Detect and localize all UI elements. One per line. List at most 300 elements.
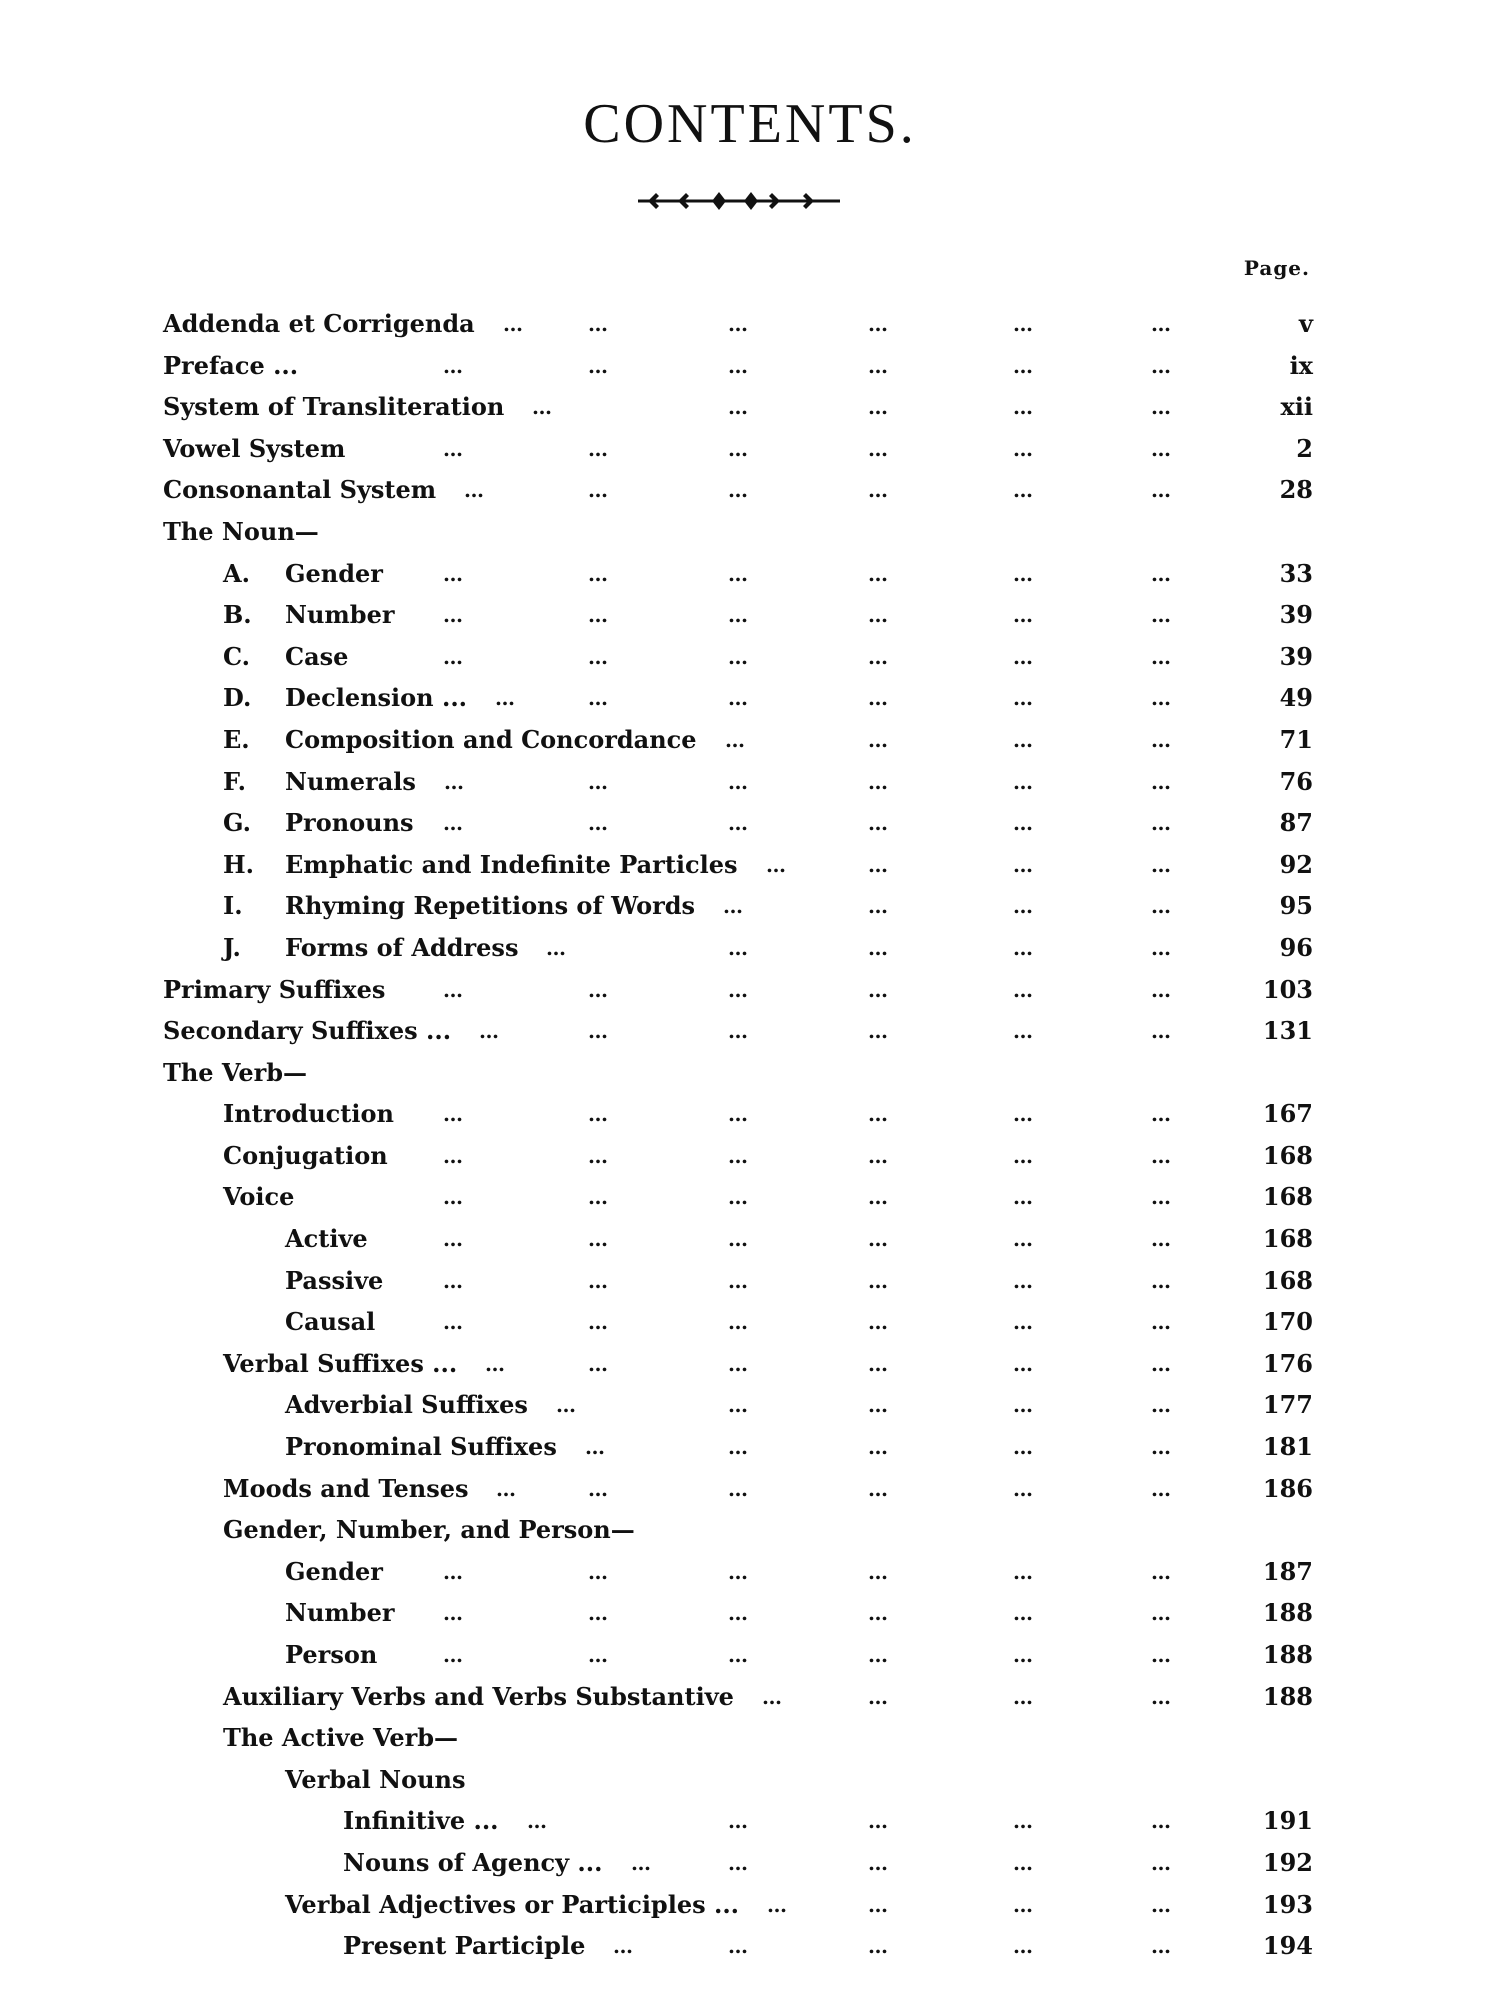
leader-dots: … — [1013, 1476, 1034, 1501]
toc-entry-text: Addenda et Corrigenda — [163, 309, 475, 338]
leader-dots: … — [868, 977, 889, 1002]
leader-dots: … — [728, 1143, 749, 1168]
leader-dots: … — [588, 1601, 609, 1626]
toc-entry-label — [285, 1387, 528, 1423]
toc-row[interactable] — [163, 1179, 1313, 1221]
leader-dots: … — [588, 436, 609, 461]
toc-row[interactable] — [163, 1429, 1313, 1471]
leader-dots: … — [1151, 561, 1172, 586]
toc-page-number: 188 — [1262, 1598, 1313, 1628]
leader-dots: … — [1151, 1476, 1172, 1501]
toc-entry-text: Present Participle — [343, 1931, 586, 1961]
toc-row[interactable] — [163, 639, 1313, 681]
toc-row[interactable] — [163, 1221, 1313, 1263]
toc-row[interactable] — [163, 1762, 1313, 1804]
toc-entry-label — [223, 639, 348, 675]
leader-dots: … — [1151, 395, 1172, 420]
leader-dots: … — [868, 1934, 889, 1959]
leader-dots: … — [1151, 1850, 1172, 1875]
leader-dots: … — [1151, 644, 1172, 669]
toc-entry-label — [223, 1096, 394, 1132]
leader-dots: … — [585, 1435, 606, 1460]
toc-row[interactable] — [163, 431, 1313, 473]
toc-page-number: xii — [1280, 392, 1313, 422]
leader-dots: … — [868, 603, 889, 628]
toc-entry-text: Conjugation — [223, 1140, 388, 1170]
leader-dots: … — [1013, 1102, 1034, 1127]
toc-row[interactable] — [163, 1554, 1313, 1596]
toc-entry-label — [163, 472, 436, 508]
leader-dots: … — [1013, 644, 1034, 669]
leader-dots: … — [767, 1892, 788, 1917]
toc-entry-label — [285, 1595, 394, 1631]
leader-dots: … — [728, 1227, 749, 1252]
leader-dots: … — [728, 1019, 749, 1044]
leader-dots: … — [1013, 1809, 1034, 1834]
leader-dots: … — [1013, 1393, 1034, 1418]
toc-page-number: 188 — [1262, 1681, 1313, 1711]
leader-dots: … — [1013, 312, 1034, 336]
toc-entry-text: Numerals — [285, 766, 416, 796]
leader-dots: … — [728, 436, 749, 461]
leader-dots: … — [728, 1934, 749, 1959]
toc-page-number: 103 — [1262, 974, 1313, 1004]
toc-entry-label — [343, 1928, 585, 1964]
leader-dots: … — [1151, 1351, 1172, 1376]
leader-dots: … — [868, 1892, 889, 1917]
leader-dots: … — [503, 312, 524, 336]
leader-dots: … — [868, 1850, 889, 1875]
toc-entry-text: The Active Verb— — [223, 1723, 459, 1753]
toc-page-number: 49 — [1279, 683, 1313, 713]
toc-entry-text: Vowel System — [163, 433, 346, 463]
toc-entry-text: Verbal Adjectives or Participles ... — [285, 1889, 740, 1919]
leader-dots: … — [1013, 1268, 1034, 1293]
leader-dots: … — [728, 1643, 749, 1667]
toc-entry-text: Nouns of Agency ... — [343, 1847, 603, 1877]
leader-dots: … — [588, 1185, 609, 1210]
toc-row[interactable] — [163, 764, 1313, 806]
toc-row[interactable] — [163, 805, 1313, 847]
toc-entry-label — [223, 930, 518, 966]
toc-row[interactable] — [163, 1803, 1313, 1845]
toc-entry-text: Verbal Nouns — [285, 1764, 466, 1794]
leader-dots: … — [443, 436, 464, 461]
leader-dots: … — [1151, 1143, 1172, 1168]
toc-page-number: 39 — [1279, 600, 1313, 630]
toc-page-number: ix — [1289, 350, 1313, 380]
toc-entry-letter: I. — [223, 891, 243, 921]
leader-dots: … — [728, 395, 749, 420]
leader-dots: … — [868, 1268, 889, 1293]
toc-row[interactable] — [163, 472, 1313, 514]
toc-row[interactable] — [163, 1512, 1313, 1554]
toc-entry-label — [223, 1346, 457, 1382]
leader-dots: … — [1151, 1643, 1172, 1667]
leader-dots: … — [443, 811, 464, 836]
leader-dots: … — [485, 1351, 506, 1376]
leader-dots: … — [728, 811, 749, 836]
toc-row[interactable] — [163, 1013, 1313, 1055]
leader-dots: … — [1151, 478, 1172, 503]
toc-entry-label — [223, 1512, 635, 1548]
leader-dots: … — [588, 561, 609, 586]
leader-dots: … — [588, 603, 609, 628]
leader-dots: … — [443, 1143, 464, 1168]
leader-dots: … — [443, 353, 464, 378]
leader-dots: … — [868, 1351, 889, 1376]
toc-entry-letter: G. — [223, 808, 251, 838]
toc-page-number: 2 — [1296, 433, 1313, 463]
leader-dots: … — [532, 395, 553, 420]
toc-entry-letter: A. — [223, 558, 250, 588]
toc-entry-text: Auxiliary Verbs and Verbs Substantive — [223, 1681, 734, 1711]
leader-dots: … — [588, 478, 609, 503]
leader-dots: … — [728, 769, 749, 794]
leader-dots: … — [1151, 1601, 1172, 1626]
leader-dots: … — [728, 1559, 749, 1584]
leader-dots: … — [443, 1227, 464, 1252]
leader-dots: … — [868, 811, 889, 836]
leader-dots: … — [588, 1019, 609, 1044]
leader-dots: … — [1013, 1601, 1034, 1626]
leader-dots: … — [495, 686, 516, 711]
leader-dots: … — [1151, 769, 1172, 794]
leader-dots: … — [868, 1643, 889, 1667]
toc-entry-label — [223, 1179, 294, 1215]
toc-page-number: 92 — [1279, 849, 1313, 879]
leader-dots: … — [1151, 686, 1172, 711]
leader-dots: … — [588, 644, 609, 669]
toc-row[interactable] — [163, 972, 1313, 1014]
toc-page-number: 181 — [1262, 1432, 1313, 1462]
leader-dots: … — [868, 727, 889, 752]
leader-dots: … — [728, 1435, 749, 1460]
leader-dots: … — [1151, 603, 1172, 628]
leader-dots: … — [1013, 1684, 1034, 1709]
toc-entry-label — [163, 431, 345, 467]
toc-row[interactable] — [163, 1263, 1313, 1305]
leader-dots: … — [728, 603, 749, 628]
toc-entry-label — [223, 888, 695, 924]
toc-page-number: 188 — [1262, 1640, 1313, 1669]
leader-dots: … — [1013, 1559, 1034, 1584]
toc-row[interactable] — [163, 1055, 1313, 1097]
leader-dots: … — [728, 1185, 749, 1210]
toc-entry-text: Consonantal System — [163, 475, 437, 505]
toc-entry-text: Gender — [285, 1556, 383, 1586]
leader-dots: … — [443, 561, 464, 586]
toc-entry-text: Adverbial Suffixes — [285, 1390, 528, 1420]
toc-entry-label — [223, 1138, 388, 1174]
toc-entry-label — [223, 847, 738, 883]
toc-entry-label — [223, 1471, 468, 1507]
leader-dots: … — [723, 894, 744, 919]
toc-page-number: 170 — [1262, 1307, 1313, 1337]
leader-dots: … — [868, 894, 889, 919]
toc-entry-label — [223, 680, 467, 716]
leader-dots: … — [868, 1102, 889, 1127]
toc-entry-label — [223, 722, 697, 758]
leader-dots: … — [728, 1809, 749, 1834]
leader-dots: … — [868, 353, 889, 378]
toc-entry-label — [285, 1304, 375, 1340]
leader-dots: … — [464, 478, 485, 503]
toc-row[interactable] — [163, 1387, 1313, 1429]
leader-dots: … — [443, 1268, 464, 1293]
leader-dots: … — [868, 686, 889, 711]
toc-entry-label — [163, 306, 475, 342]
leader-dots: … — [728, 686, 749, 711]
toc-page-number: 186 — [1262, 1473, 1313, 1503]
leader-dots: … — [868, 312, 889, 336]
toc-entry-label — [343, 1803, 499, 1839]
leader-dots: … — [1013, 1643, 1034, 1667]
page-title: CONTENTS. — [583, 93, 917, 155]
toc-row[interactable] — [163, 1096, 1313, 1138]
toc-page-number: 168 — [1262, 1265, 1313, 1295]
leader-dots: … — [868, 1476, 889, 1501]
toc-entry-text: Active — [285, 1224, 368, 1254]
toc-page-number: 33 — [1279, 558, 1313, 588]
toc-entry-text: The Verb— — [163, 1057, 308, 1087]
leader-dots: … — [1013, 727, 1034, 752]
toc-page-number: 168 — [1262, 1224, 1313, 1254]
toc-entry-label — [163, 348, 298, 384]
leader-dots: … — [1013, 1310, 1034, 1335]
toc-entry-label — [285, 1887, 739, 1923]
leader-dots: … — [1013, 769, 1034, 794]
toc-page-number: 177 — [1262, 1390, 1313, 1420]
leader-dots: … — [868, 1559, 889, 1584]
leader-dots: … — [443, 1102, 464, 1127]
leader-dots: … — [728, 1102, 749, 1127]
leader-dots: … — [556, 1393, 577, 1418]
leader-dots: … — [1151, 1102, 1172, 1127]
toc-row[interactable] — [163, 847, 1313, 889]
toc-row[interactable] — [163, 1471, 1313, 1513]
leader-dots: … — [868, 478, 889, 503]
leader-dots: … — [1151, 1310, 1172, 1335]
toc-row[interactable] — [163, 1887, 1313, 1929]
toc-page-number: 71 — [1279, 724, 1313, 754]
leader-dots: … — [1151, 977, 1172, 1002]
leader-dots: … — [588, 769, 609, 794]
toc-page-number: 131 — [1262, 1016, 1313, 1046]
leader-dots: … — [443, 1185, 464, 1210]
toc-page-number: 193 — [1262, 1889, 1313, 1919]
leader-dots: … — [631, 1850, 652, 1875]
toc-entry-label — [285, 1762, 466, 1798]
leader-dots: … — [588, 811, 609, 836]
toc-entry-letter: B. — [223, 600, 252, 630]
toc-entry-label — [223, 597, 394, 633]
toc-entry-label — [343, 1845, 603, 1881]
toc-entry-text: Causal — [285, 1307, 376, 1337]
toc-entry-text: Pronouns — [285, 808, 414, 838]
toc-page-number: 192 — [1262, 1847, 1313, 1877]
leader-dots: … — [728, 478, 749, 503]
toc-page-number: 96 — [1279, 932, 1313, 962]
toc-entry-text: System of Transliteration — [163, 392, 505, 422]
leader-dots: … — [588, 1476, 609, 1501]
toc-row[interactable] — [163, 1637, 1313, 1679]
leader-dots: … — [613, 1934, 634, 1959]
toc-row[interactable] — [163, 722, 1313, 764]
toc-entry-text: Gender — [285, 558, 383, 588]
leader-dots: … — [1151, 1892, 1172, 1917]
leader-dots: … — [868, 1601, 889, 1626]
leader-dots: … — [443, 977, 464, 1002]
leader-dots: … — [443, 1559, 464, 1584]
toc-page-number: 176 — [1262, 1348, 1313, 1378]
toc-entry-text: Voice — [223, 1182, 295, 1212]
toc-entry-letter: J. — [223, 932, 241, 962]
leader-dots: … — [443, 1643, 464, 1667]
toc-entry-label — [223, 764, 416, 800]
leader-dots: … — [588, 686, 609, 711]
leader-dots: … — [728, 1268, 749, 1293]
toc-row[interactable] — [163, 1720, 1313, 1762]
toc-row[interactable] — [163, 1304, 1313, 1346]
leader-dots: … — [728, 1601, 749, 1626]
toc-entry-text: Pronominal Suffixes — [285, 1432, 557, 1462]
toc-row[interactable] — [163, 597, 1313, 639]
leader-dots: … — [1151, 852, 1172, 877]
leader-dots: … — [868, 1809, 889, 1834]
leader-dots: … — [443, 1601, 464, 1626]
leader-dots: … — [1013, 353, 1034, 378]
toc-row[interactable] — [163, 680, 1313, 722]
leader-dots: … — [868, 644, 889, 669]
leader-dots: … — [1013, 561, 1034, 586]
leader-dots: … — [728, 977, 749, 1002]
toc-row[interactable] — [163, 514, 1313, 556]
toc-entry-text: Secondary Suffixes ... — [163, 1016, 452, 1046]
leader-dots: … — [868, 1185, 889, 1210]
leader-dots: … — [868, 1143, 889, 1168]
leader-dots: … — [1151, 436, 1172, 461]
leader-dots: … — [1151, 935, 1172, 960]
toc-row[interactable] — [163, 1595, 1313, 1637]
leader-dots: … — [868, 1435, 889, 1460]
leader-dots: … — [868, 1393, 889, 1418]
toc-entry-label — [223, 805, 414, 841]
leader-dots: … — [728, 644, 749, 669]
leader-dots: … — [728, 1351, 749, 1376]
leader-dots: … — [728, 1476, 749, 1501]
toc-row[interactable] — [163, 1138, 1313, 1180]
leader-dots: … — [1013, 603, 1034, 628]
leader-dots: … — [588, 1559, 609, 1584]
toc-page-number: 76 — [1279, 766, 1313, 796]
leader-dots: … — [1013, 395, 1034, 420]
toc-row[interactable] — [163, 1346, 1313, 1388]
toc-entry-text: Preface ... — [163, 350, 299, 380]
leader-dots: … — [527, 1809, 548, 1834]
toc-row[interactable] — [163, 556, 1313, 598]
leader-dots: … — [1151, 1435, 1172, 1460]
toc-row[interactable] — [163, 1679, 1313, 1721]
toc-page-number: 28 — [1279, 475, 1313, 505]
toc-entry-letter: C. — [223, 641, 251, 671]
toc-entry-label — [223, 1720, 458, 1756]
toc-entry-label — [223, 556, 383, 592]
toc-entry-text: Introduction — [223, 1099, 394, 1129]
leader-dots: … — [1013, 1351, 1034, 1376]
leader-dots: … — [588, 1268, 609, 1293]
leader-dots: … — [1151, 1227, 1172, 1252]
leader-dots: … — [1151, 894, 1172, 919]
leader-dots: … — [444, 769, 465, 794]
leader-dots: … — [588, 1227, 609, 1252]
page-column-heading: Page. — [1243, 256, 1310, 280]
leader-dots: … — [588, 312, 609, 336]
toc-row[interactable] — [163, 306, 1313, 348]
leader-dots: … — [1151, 312, 1172, 336]
leader-dots: … — [868, 561, 889, 586]
toc-page-number: 167 — [1262, 1099, 1313, 1129]
toc-entry-text: Rhyming Repetitions of Words — [285, 891, 696, 921]
leader-dots: … — [1151, 1393, 1172, 1418]
toc-entry-label — [285, 1221, 368, 1257]
toc-entry-label — [285, 1263, 383, 1299]
toc-entry-label — [163, 1055, 307, 1091]
leader-dots: … — [1151, 1268, 1172, 1293]
leader-dots: … — [728, 935, 749, 960]
toc-row[interactable] — [163, 930, 1313, 972]
leader-dots: … — [588, 1310, 609, 1335]
leader-dots: … — [762, 1684, 783, 1709]
ornament-divider — [634, 188, 844, 214]
toc-page-number: 194 — [1262, 1931, 1313, 1961]
leader-dots: … — [1151, 353, 1172, 378]
toc-row[interactable] — [163, 1928, 1313, 1970]
toc-entry-text: Composition and Concordance — [285, 724, 697, 754]
toc-entry-text: Moods and Tenses — [223, 1473, 469, 1503]
leader-dots: … — [1151, 1185, 1172, 1210]
toc-entry-text: Gender, Number, and Person— — [223, 1515, 635, 1545]
toc-page-number: v — [1299, 309, 1313, 338]
leader-dots: … — [1013, 1227, 1034, 1252]
toc-entry-text: Primary Suffixes — [163, 974, 386, 1004]
leader-dots: … — [728, 561, 749, 586]
leader-dots: … — [1151, 1684, 1172, 1709]
toc-row[interactable] — [163, 348, 1313, 390]
leader-dots: … — [868, 1684, 889, 1709]
toc-row[interactable] — [163, 888, 1313, 930]
toc-row[interactable] — [163, 389, 1313, 431]
toc-entry-label — [285, 1554, 383, 1590]
toc-entry-letter: D. — [223, 683, 252, 713]
toc-row[interactable] — [163, 1845, 1313, 1887]
leader-dots: … — [1013, 436, 1034, 461]
leader-dots: … — [1013, 1019, 1034, 1044]
leader-dots: … — [443, 644, 464, 669]
leader-dots: … — [1013, 1435, 1034, 1460]
leader-dots: … — [868, 1227, 889, 1252]
leader-dots: … — [728, 1310, 749, 1335]
leader-dots: … — [1151, 1934, 1172, 1959]
leader-dots: … — [728, 1850, 749, 1875]
toc-page-number: 168 — [1262, 1140, 1313, 1170]
leader-dots: … — [868, 769, 889, 794]
toc-entry-label — [163, 514, 319, 550]
table-of-contents — [163, 306, 1313, 1970]
leader-dots: … — [588, 1643, 609, 1667]
toc-entry-text: The Noun— — [163, 516, 319, 546]
toc-page-number: 187 — [1262, 1556, 1313, 1586]
